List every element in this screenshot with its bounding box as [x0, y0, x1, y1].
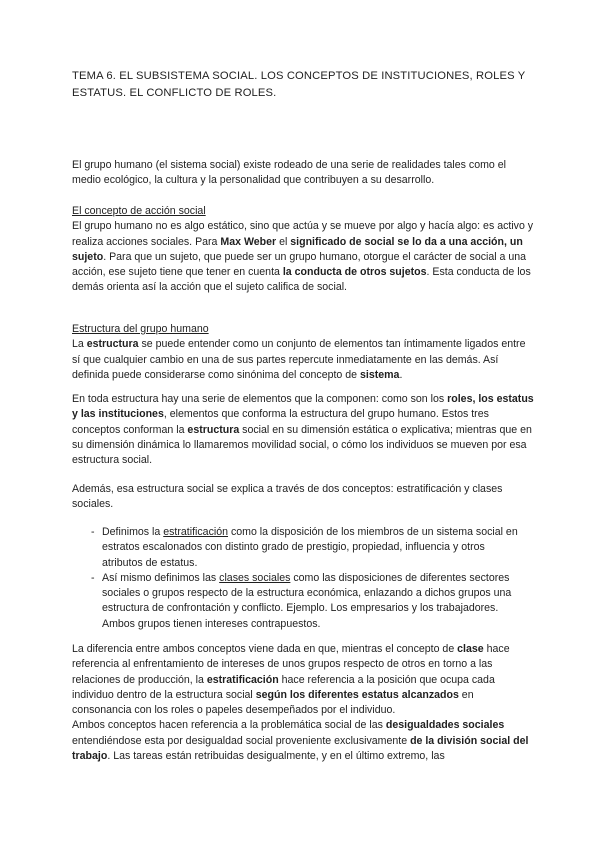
bullet-underlined-term: clases sociales: [219, 571, 291, 584]
estructura-p2-text-2: , elementos que conforma la estructura del grupo humano. Estos tres conceptos conforman la: [72, 408, 489, 436]
estructura-p2-text-1: En toda estructura hay una serie de elementos que la componen: como son los: [72, 393, 448, 405]
diferencia-text-3: hace referencia a la posición que ocupa cada individuo dentro de la estructura social: [72, 673, 495, 701]
list-item: [72, 525, 524, 571]
estructura-heading: Estructura del grupo humano: [72, 323, 209, 335]
estructura-p2-text-3: social en su dimensión estática o explicativa; mientras que en su dimensión dinámica lo llamaremos movilidad social, o cómo los individuos se mueven por esa estructura social.: [72, 423, 532, 467]
accion-text-4: . Esta conducta de los demás orienta así la acción que el sujeto califica de social.: [72, 266, 531, 294]
bullet-text-2: como las disposiciones de diferentes sectores sociales o grupos respecto de la estructura económica, enlazando a dichos grupos una estructura de confrontación y conflicto. Ejemplo. Los empresarios y los trabajadores. Ambos grupos tienen intereses contrapuestos.: [102, 571, 512, 630]
diferencia-bold-clase: clase: [457, 643, 484, 655]
estructura-p1-bold-1: estructura: [86, 338, 139, 351]
bullet-underlined-term: estratificación: [163, 526, 229, 538]
accion-bold-significado: significado de social se lo da a una acción, un sujeto: [72, 235, 523, 263]
bullet-list: [72, 525, 524, 632]
accion-text-3: . Para que un sujeto, que puede ser un grupo humano, otorgue el carácter de social a una acción, ese sujeto tiene que tener en cuenta: [72, 250, 527, 279]
accion-bold-weber: Max Weber: [220, 235, 277, 248]
diferencia-text-1: La diferencia entre ambos conceptos viene dada en que, mientras el concepto de: [72, 643, 458, 655]
bullet-list-block: [72, 525, 524, 632]
list-item: [72, 571, 524, 632]
estructura-paragraph-1: [72, 337, 534, 383]
desigualdades-text-2: entendiéndose esta por desigualdad social proveniente exclusivamente: [72, 734, 411, 747]
desigualdades-bold-2: de la división social del trabajo: [72, 734, 529, 763]
estructura-section: [72, 322, 534, 383]
accion-paragraph: [72, 219, 534, 295]
estructura-paragraph-3-block: [72, 482, 534, 513]
estructura-paragraph-2: [72, 392, 534, 468]
bullet-text-2: como la disposición de los miembros de un sistema social en estratos escalonados con distinto grado de prestigio, propiedad, influencia y otros atributos de estatus.: [102, 526, 518, 569]
bullet-dash: -: [91, 571, 95, 584]
bullet-text-1: Así mismo definimos las: [102, 571, 220, 584]
diferencia-bold-estatus: según los diferentes estatus alcanzados: [255, 688, 459, 701]
bullet-text-1: Definimos la: [102, 526, 164, 538]
accion-bold-conducta: la conducta de otros sujetos: [282, 266, 427, 279]
page-title: TEMA 6. EL SUBSISTEMA SOCIAL. LOS CONCEPTOS DE INSTITUCIONES, ROLES Y ESTATUS. EL CONFLICTO DE ROLES.: [72, 70, 526, 99]
estructura-p1-text-1: La: [72, 338, 87, 351]
estructura-p2-bold-1: roles, los estatus y las instituciones: [72, 393, 534, 421]
diferencia-section: [72, 642, 534, 764]
desigualdades-paragraph: [72, 718, 534, 764]
desigualdades-text-3: . Las tareas están retribuidas desigualmente, y en el último extremo, las: [107, 750, 445, 763]
estructura-p1-text-2: se puede entender como un conjunto de elementos tan íntimamente ligados entre sí que cualquier cambio en una de sus partes repercute inmediatamente en las demás. Así definida puede considerarse como sinónima del concepto de: [72, 338, 526, 381]
intro-text: El grupo humano (el sistema social) existe rodeado de una serie de realidades tales como el medio ecológico, la cultura y la personalidad que contribuyen a su desarrollo.: [72, 159, 506, 187]
accion-heading: El concepto de acción social: [72, 205, 206, 217]
diferencia-bold-estratificacion: estratificación: [206, 673, 279, 686]
accion-section: [72, 204, 534, 296]
accion-text-1: El grupo humano no es algo estático, sino que actúa y se mueve por algo y hacía algo: es activo y realiza acciones sociales. Para: [72, 220, 534, 248]
desigualdades-bold-1: desigualdades sociales: [385, 719, 505, 732]
diferencia-paragraph: [72, 642, 534, 718]
estructura-p2-bold-2: estructura: [187, 423, 240, 436]
title-block: [72, 68, 534, 102]
estructura-p1-bold-2: sistema: [359, 368, 400, 381]
bullet-dash: -: [91, 526, 95, 538]
estructura-paragraph-2-block: [72, 392, 534, 468]
estructura-p1-text-3: .: [399, 368, 403, 381]
desigualdades-text-1: Ambos conceptos hacen referencia a la problemática social de las: [72, 719, 386, 732]
accion-text-2: el: [276, 235, 291, 248]
intro-paragraph: [72, 158, 534, 189]
estructura-paragraph-3: Además, esa estructura social se explica a través de dos conceptos: estratificación y clases sociales.: [72, 483, 503, 511]
diferencia-text-4: en consonancia con los roles o papeles desempeñados por el individuo.: [72, 688, 474, 717]
diferencia-text-2: hace referencia al enfrentamiento de intereses de unos grupos respecto de otros en torno a las relaciones de producción, la: [72, 643, 510, 686]
